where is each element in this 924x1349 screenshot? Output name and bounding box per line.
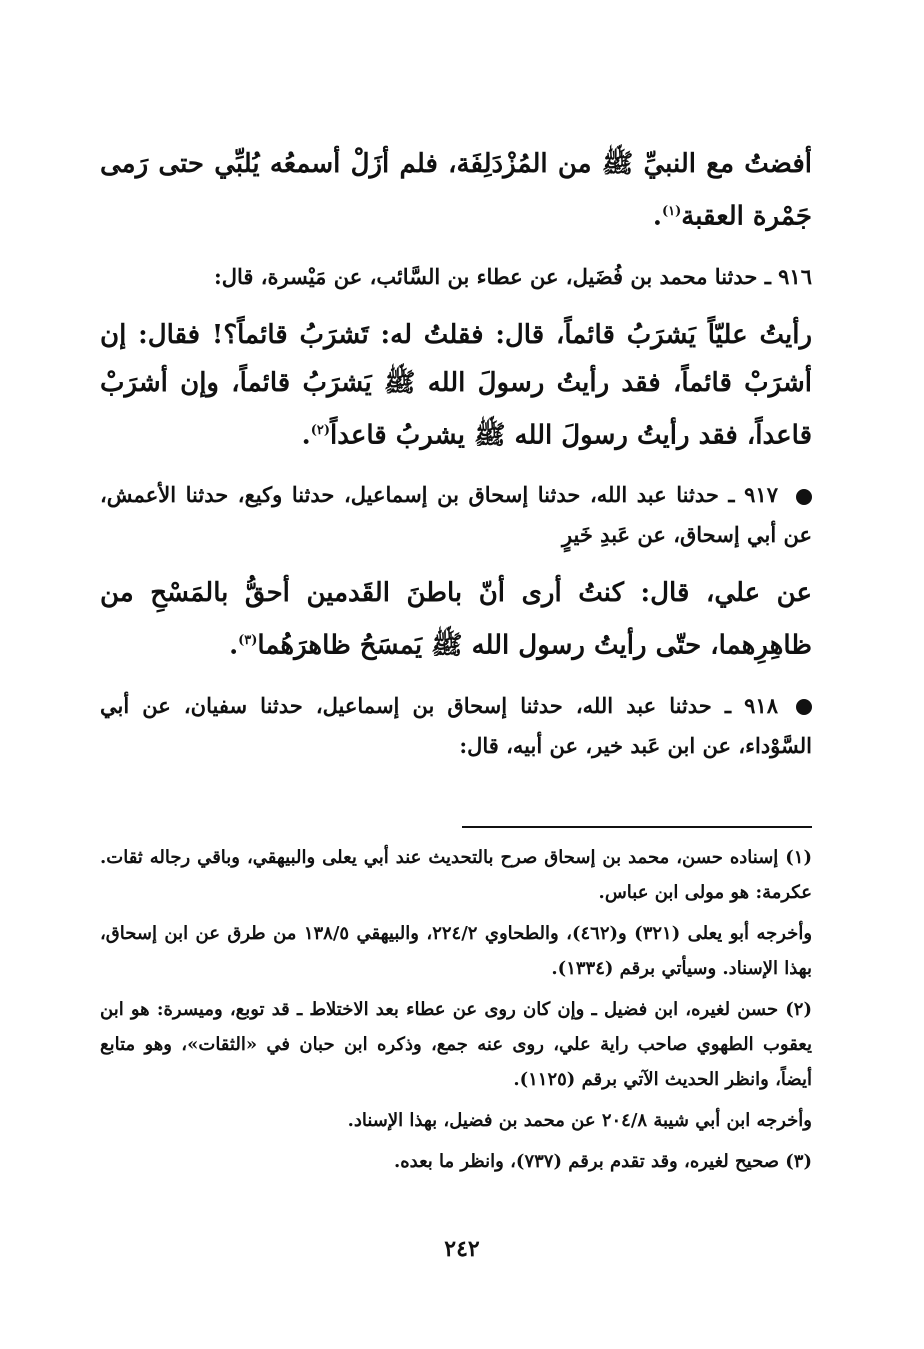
isnad-916: ٩١٦ ـ حدثنا محمد بن فُضَيل، عن عطاء بن السَّائب، عن مَيْسرة، قال: xyxy=(213,263,812,289)
footnote-3: (٣) صحيح لغيره، وقد تقدم برقم (٧٣٧)، وانظر ما بعده. xyxy=(393,1151,812,1172)
bullet-icon xyxy=(796,489,812,505)
footnote-ref: (٢) xyxy=(310,422,330,438)
page-number: ٢٤٢ xyxy=(444,1236,480,1262)
footnote-1: (١) إسناده حسن، محمد بن إسحاق صرح بالتحديث عند أبي يعلى والبيهقي، وباقي رجاله ثقات. عكرمة: هو مولى ابن عباس. xyxy=(100,847,812,903)
footnote-2: (٢) حسن لغيره، ابن فضيل ـ وإن كان روى عن عطاء بعد الاختلاط ـ قد توبع، وميسرة: هو ابن يعقوب الطهوي صاحب راية علي، روى عنه جمع، وذكره ابن حبان في «الثقات»، وهو متابع أيضاً، وانظر الحديث الآتي برقم (١١٢٥). xyxy=(100,999,812,1090)
bullet-icon xyxy=(796,699,812,715)
footnote-1-cont: وأخرجه أبو يعلى (٣٢١) و(٤٦٢)، والطحاوي ٢٢٤/٢، والبيهقي ١٣٨/٥ من طرق عن ابن إسحاق، بهذا الإسناد. وسيأتي برقم (١٣٣٤). xyxy=(100,923,813,979)
footnote-ref: (٣) xyxy=(238,633,258,649)
isnad-917: ٩١٧ ـ حدثنا عبد الله، حدثنا إسحاق بن إسماعيل، حدثنا وكيع، حدثنا الأعمش، عن أبي إسحاق، عن عَبدِ خَيرٍ xyxy=(100,482,812,548)
main-text xyxy=(100,140,812,780)
footnote-ref: (١) xyxy=(661,204,682,219)
hadith-text-915: أفضتُ مع النبيِّ ﷺ من المُزْدَلِفَة، فلم أزَلْ أسمعُه يُلبِّي حتى رَمى جَمْرة العقبة$^{(١)}$. xyxy=(100,149,812,232)
isnad-918: ٩١٨ ـ حدثنا عبد الله، حدثنا إسحاق بن إسماعيل، حدثنا سفيان، عن أبي السَّوْداء، عن ابن عَبد خير، عن أبيه، قال: xyxy=(100,692,812,758)
footnote-divider xyxy=(462,826,812,828)
hadith-text-916: رأيتُ عليّاً يَشرَبُ قائماً، قال: فقلتُ له: تَشرَبُ قائماً؟! فقال: إن أشرَبْ قائماً، فقد رأيتُ رسولَ الله ﷺ يَشرَبُ قائماً، وإن أشرَبْ قاعداً، فقد رأيتُ رسولَ الله ﷺ يشربُ قاعداً$^{(٢)}$. xyxy=(100,319,812,451)
hadith-text-917: عن علي، قال: كنتُ أرى أنّ باطنَ القَدمين أحقُّ بالمَسْحِ من ظاهِرِهما، حتّى رأيتُ رسول الله ﷺ يَمسَحُ ظاهرَهُما$^{(٣)}$. xyxy=(100,578,812,661)
footnote-2-cont: وأخرجه ابن أبي شيبة ٢٠٤/٨ عن محمد بن فضيل، بهذا الإسناد. xyxy=(347,1110,812,1131)
footnotes xyxy=(100,840,812,1185)
